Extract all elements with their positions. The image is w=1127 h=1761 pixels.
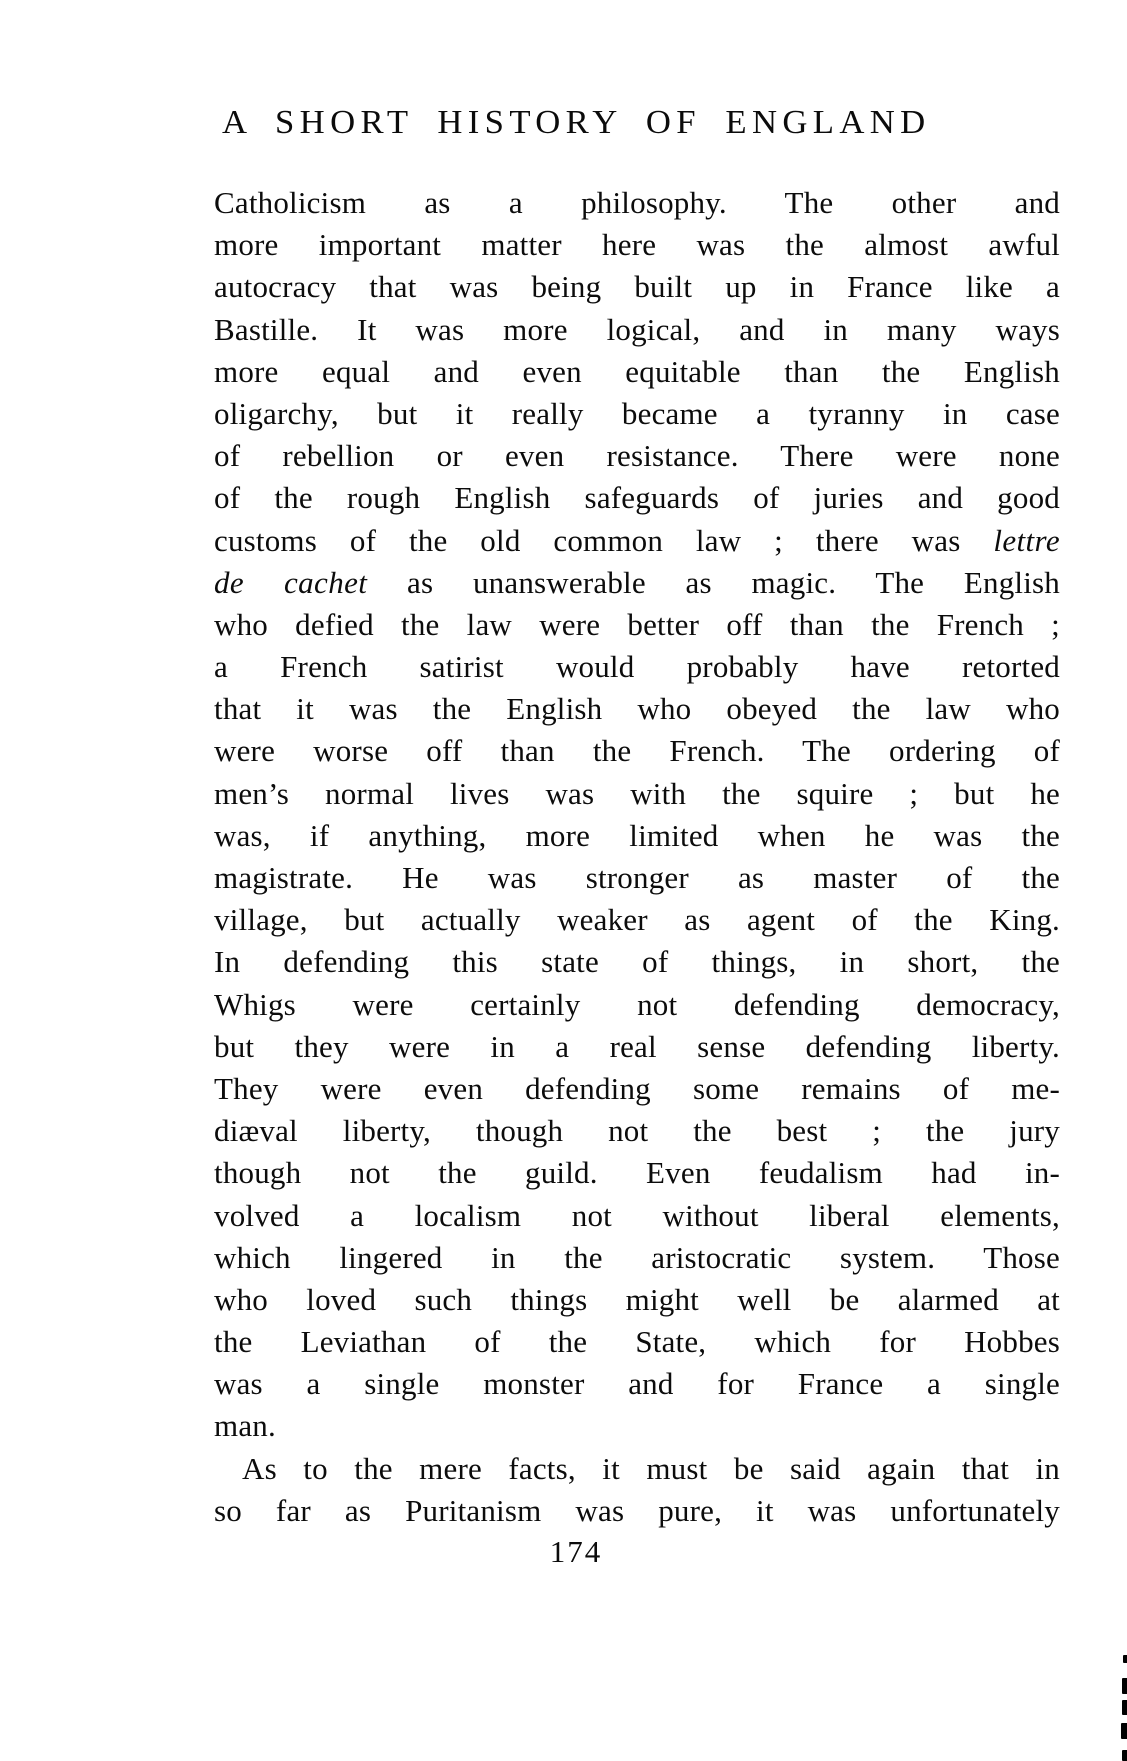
body-text: Catholicism as a philosophy. The other and	[214, 185, 1060, 220]
body-text: was a single monster and for France a single	[214, 1366, 1060, 1402]
running-header	[150, 104, 1002, 142]
body-text: of rebellion or even resistance. There were none	[214, 438, 1060, 474]
text-block	[214, 182, 1060, 1532]
text-line	[214, 899, 1060, 941]
text-line	[214, 688, 1060, 730]
text-line	[214, 1026, 1060, 1068]
body-text: In defending this state of things, in short, the	[214, 944, 1060, 980]
body-text: magistrate. He was stronger as master of the	[214, 860, 1060, 895]
text-line	[214, 309, 1060, 351]
body-text: more equal and even equitable than the English	[214, 353, 1060, 389]
body-text: men’s normal lives was with the squire ; but he	[214, 775, 1060, 811]
text-line	[214, 773, 1060, 815]
text-line	[214, 520, 1060, 562]
text-line	[214, 1321, 1060, 1363]
body-text: but they were in a real sense defending liberty.	[214, 1028, 1060, 1064]
text-line	[214, 393, 1060, 435]
body-text: so far as Puritanism was pure, it was unfortunately	[214, 1492, 1060, 1528]
body-text: who loved such things might well be alarmed at	[214, 1281, 1060, 1317]
body-text: village, but actually weaker as agent of the King.	[214, 902, 1060, 938]
body-text: the Leviathan of the State, which for Hobbes	[214, 1324, 1060, 1360]
text-line	[214, 730, 1060, 772]
page-edge-artifact	[1121, 1723, 1127, 1739]
text-line	[214, 1448, 1060, 1490]
text-line	[214, 351, 1060, 393]
text-line	[214, 1363, 1060, 1405]
body-text: man.	[214, 1408, 276, 1444]
text-line	[214, 562, 1060, 604]
text-line	[214, 1405, 1060, 1447]
text-line	[214, 435, 1060, 477]
text-line	[214, 1237, 1060, 1279]
body-text: customs of the old common law ; there was	[214, 522, 994, 558]
text-line	[214, 604, 1060, 646]
body-text: of the rough English safeguards of juries and good	[214, 480, 1060, 516]
page-edge-artifact	[1122, 1678, 1127, 1694]
body-text: autocracy that was being built up in France like a	[214, 269, 1060, 305]
book-title: A SHORT HISTORY OF ENGLAND	[221, 104, 931, 141]
text-line	[214, 646, 1060, 688]
text-line	[214, 1152, 1060, 1194]
folio-wrap	[150, 1534, 1002, 1570]
italic-text: lettre	[993, 522, 1060, 558]
body-text: diæval liberty, though not the best ; the jury	[214, 1113, 1060, 1149]
text-line	[214, 1068, 1060, 1110]
body-text: They were even defending some remains of me-	[214, 1070, 1060, 1106]
text-line	[214, 266, 1060, 308]
text-line	[214, 815, 1060, 857]
body-text: that it was the English who obeyed the law who	[214, 691, 1060, 727]
body-text: volved a localism not without liberal elements,	[214, 1197, 1060, 1233]
page-edge-artifact	[1123, 1655, 1127, 1663]
body-text: oligarchy, but it really became a tyranny in case	[214, 395, 1060, 431]
body-text: which lingered in the aristocratic system. Those	[214, 1239, 1060, 1275]
text-line	[214, 1110, 1060, 1152]
page-number: 174	[549, 1534, 603, 1569]
text-line	[214, 984, 1060, 1026]
body-text: As to the mere facts, it must be said again that in	[242, 1450, 1060, 1486]
body-text: were worse off than the French. The ordering of	[214, 733, 1060, 769]
text-line	[214, 941, 1060, 983]
text-line	[214, 857, 1060, 899]
body-text: as unanswerable as magic. The English	[367, 564, 1060, 600]
body-text: was, if anything, more limited when he was the	[214, 817, 1060, 853]
text-line	[214, 477, 1060, 519]
italic-text: de cachet	[214, 564, 368, 600]
page-edge-artifact	[1122, 1700, 1127, 1715]
body-text: a French satirist would probably have retorted	[214, 649, 1060, 685]
page-edge-artifact	[1122, 1750, 1127, 1761]
body-text: Bastille. It was more logical, and in many ways	[214, 311, 1060, 347]
body-text: more important matter here was the almost awful	[214, 227, 1060, 263]
body-text: Whigs were certainly not defending democracy,	[214, 986, 1060, 1022]
text-line	[214, 1490, 1060, 1532]
body-text: who defied the law were better off than the French ;	[214, 606, 1060, 642]
text-line	[214, 1195, 1060, 1237]
body-text: though not the guild. Even feudalism had in-	[214, 1155, 1060, 1191]
text-line	[214, 1279, 1060, 1321]
text-line	[214, 224, 1060, 266]
text-line	[214, 182, 1060, 224]
